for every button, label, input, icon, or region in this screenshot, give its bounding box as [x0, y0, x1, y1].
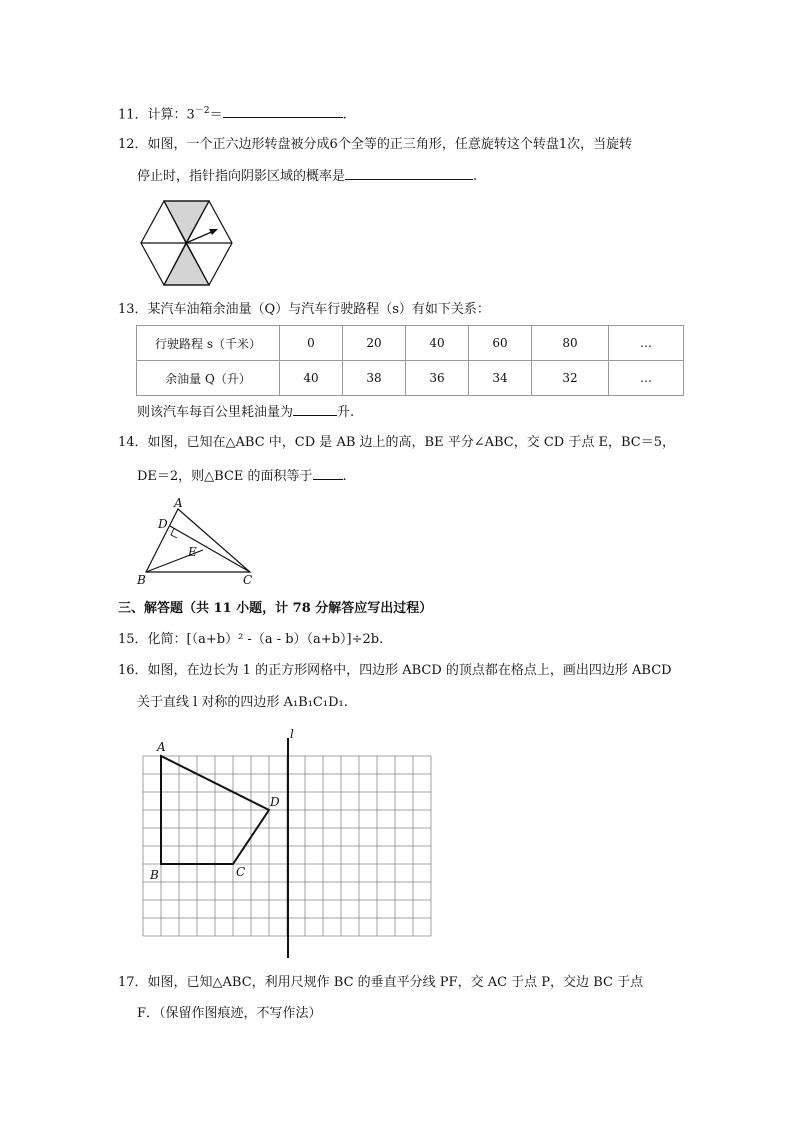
label-d: D [158, 517, 168, 531]
q12-number: 12． [118, 137, 148, 152]
q17-line1 [118, 974, 643, 992]
table-cell: 40 [406, 326, 469, 361]
label-a: A [174, 496, 183, 510]
table-cell: … [609, 361, 684, 396]
table-cell: 34 [469, 361, 532, 396]
q17-text-line2: F．（保留作图痕迹，不写作法） [137, 1006, 322, 1021]
q13-unit: 升. [337, 405, 355, 420]
q14-text-line1: 如图，已知在△ABC 中，CD 是 AB 边上的高，BE 平分∠ABC，交 CD 于点 E，BC＝5， [147, 435, 675, 450]
q12-line2 [137, 166, 477, 186]
q16-text-line1: 如图，在边长为 1 的正方形网格中，四边形 ABCD 的顶点都在格点上，画出四边形 ABCD [147, 663, 672, 678]
q12-line1 [118, 136, 632, 154]
label-e: E [188, 545, 197, 559]
table-row [137, 326, 684, 361]
q13-table [136, 325, 684, 396]
q17-number: 17． [118, 975, 148, 990]
q14-answer-blank[interactable] [313, 466, 343, 480]
label-c: C [236, 865, 246, 879]
q16-number: 16． [118, 663, 148, 678]
q16-line2 [137, 694, 348, 712]
table-cell: 余油量 Q（升） [137, 361, 280, 396]
triangle-abc-figure [134, 496, 264, 586]
q14-line1 [118, 434, 675, 452]
table-cell: 行驶路程 s（千米） [137, 326, 280, 361]
q15-number: 15． [118, 632, 148, 647]
q12-answer-blank[interactable] [345, 166, 473, 180]
label-l: l [290, 727, 294, 741]
q17-text-line1: 如图，已知△ABC，利用尺规作 BC 的垂直平分线 PF，交 AC 于点 P，交边 BC 于点 [147, 975, 644, 990]
section-3-heading: 三、解答题（共 11 小题，计 78 分解答应写出过程） [118, 601, 433, 616]
hexagon-spinner-figure [140, 200, 270, 290]
label-d: D [270, 795, 280, 809]
table-cell: 80 [532, 326, 609, 361]
table-cell: … [609, 326, 684, 361]
q14-text-line2: DE＝2，则△BCE 的面积等于 [137, 469, 313, 484]
q13-answer-blank[interactable] [293, 402, 337, 416]
q13-after-line [137, 402, 354, 422]
label-b: B [137, 573, 146, 587]
label-a: A [157, 740, 166, 754]
table-cell: 32 [532, 361, 609, 396]
q11-line [118, 102, 347, 124]
table-cell: 20 [343, 326, 406, 361]
table-cell: 60 [469, 326, 532, 361]
altitude-cd [170, 526, 250, 572]
q11-text: 计算：3 [147, 107, 195, 123]
q12-text-line2: 停止时，指针指向阴影区域的概率是 [137, 169, 346, 184]
table-cell: 40 [280, 361, 343, 396]
q17-line2 [137, 1005, 322, 1023]
label-b: B [150, 868, 159, 882]
q14-number: 14． [118, 435, 148, 450]
q11-exponent: －2 [194, 106, 210, 116]
table-cell: 38 [343, 361, 406, 396]
shaded-triangle-bottom [164, 243, 209, 285]
q15-text: 化简：[（a+b）² -（a - b）（a+b）]÷2b. [147, 632, 384, 647]
q12-end: . [473, 169, 478, 184]
q12-text-line1: 如图，一个正六边形转盘被分成6个全等的正三角形，任意旋转这个转盘1次，当旋转 [147, 137, 633, 152]
q16-line1 [118, 662, 672, 680]
q13-number: 13． [118, 302, 148, 317]
label-c: C [243, 573, 253, 587]
q16-text-line2: 关于直线 l 对称的四边形 A₁B₁C₁D₁. [137, 695, 348, 710]
q11-equals: ＝ [209, 107, 223, 123]
q11-number: 11． [118, 107, 148, 123]
q14-end: . [342, 469, 347, 484]
q13-line [118, 301, 490, 319]
q11-end: . [342, 107, 347, 123]
table-cell: 0 [280, 326, 343, 361]
q14-line2 [137, 466, 347, 486]
table-cell: 36 [406, 361, 469, 396]
grid-figure [138, 726, 438, 962]
q13-text: 某汽车油箱余油量（Q）与汽车行驶路程（s）有如下关系： [147, 302, 490, 317]
q11-answer-blank[interactable] [223, 104, 343, 118]
q13-after-text: 则该汽车每百公里耗油量为 [137, 405, 294, 420]
q15-line [118, 631, 383, 649]
table-row [137, 361, 684, 396]
